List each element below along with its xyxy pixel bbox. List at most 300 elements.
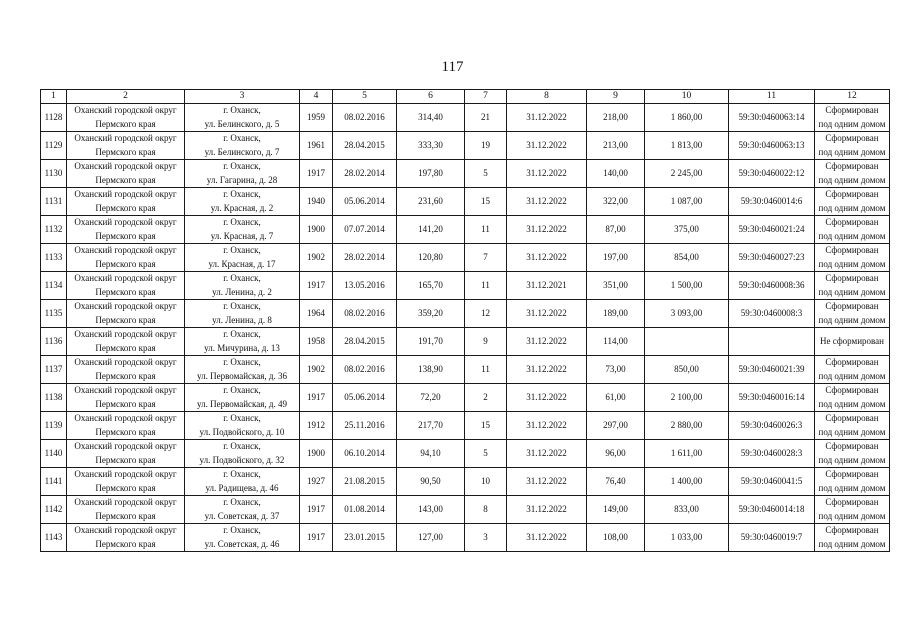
status-cell-line: Сформирован [825,273,879,283]
status-cell [815,272,890,300]
year-built-cell: 1902 [300,356,333,384]
deadline-cell: 31.12.2022 [507,496,587,524]
status-cell-line: Сформирован [825,525,879,535]
column-header-12: 12 [815,90,890,104]
address-cell-line: г. Оханск, [223,357,261,367]
deadline-cell: 31.12.2022 [507,440,587,468]
district-cell [67,384,185,412]
column-10-cell: 3 093,00 [645,300,729,328]
residents-count-cell: 12 [465,300,507,328]
district-cell-line: Пермского края [95,511,156,521]
residents-count-cell: 21 [465,104,507,132]
status-cell [815,524,890,552]
deadline-cell: 31.12.2022 [507,356,587,384]
district-cell-line: Оханский городской округ [74,217,177,227]
date-cell: 25.11.2016 [333,412,397,440]
deadline-cell: 31.12.2022 [507,244,587,272]
column-10-cell: 1 860,00 [645,104,729,132]
status-cell-line: Сформирован [825,413,879,423]
table-row [41,300,890,328]
status-cell-line: Сформирован [825,105,879,115]
column-9-cell: 87,00 [587,216,645,244]
address-cell [185,412,300,440]
row-number-cell: 1136 [41,328,67,356]
column-10-cell: 1 813,00 [645,132,729,160]
address-cell-line: ул. Красная, д. 7 [210,231,274,241]
row-number-cell: 1132 [41,216,67,244]
row-number-cell: 1128 [41,104,67,132]
district-cell [67,468,185,496]
row-number-cell: 1139 [41,412,67,440]
column-header-11: 11 [729,90,815,104]
date-cell: 08.02.2016 [333,356,397,384]
residents-count-cell: 5 [465,440,507,468]
address-cell-line: г. Оханск, [223,385,261,395]
district-cell-line: Пермского края [95,175,156,185]
address-cell-line: г. Оханск, [223,525,261,535]
residents-count-cell: 11 [465,216,507,244]
address-cell-line: ул. Ленина, д. 8 [212,315,272,325]
table-row [41,160,890,188]
column-10-cell: 833,00 [645,496,729,524]
row-number-cell: 1134 [41,272,67,300]
district-cell-line: Пермского края [95,203,156,213]
date-cell: 28.04.2015 [333,328,397,356]
district-cell-line: Пермского края [95,119,156,129]
district-cell [67,188,185,216]
area-cell: 217,70 [397,412,465,440]
column-10-cell: 2 245,00 [645,160,729,188]
address-cell-line: г. Оханск, [223,441,261,451]
district-cell-line: Оханский городской округ [74,441,177,451]
residents-count-cell: 9 [465,328,507,356]
date-cell: 28.04.2015 [333,132,397,160]
address-cell-line: ул. Первомайская, д. 36 [197,371,287,381]
cadastral-number-cell: 59:30:0460019:7 [729,524,815,552]
year-built-cell: 1917 [300,160,333,188]
district-cell-line: Пермского края [95,147,156,157]
district-cell-line: Оханский городской округ [74,329,177,339]
status-cell-line: Сформирован [825,245,879,255]
status-cell-line: под одним домом [818,203,886,213]
district-cell-line: Пермского края [95,371,156,381]
deadline-cell: 31.12.2022 [507,524,587,552]
status-cell-line: Сформирован [825,469,879,479]
column-10-cell: 854,00 [645,244,729,272]
district-cell [67,356,185,384]
address-cell [185,356,300,384]
deadline-cell: 31.12.2022 [507,216,587,244]
deadline-cell: 31.12.2022 [507,384,587,412]
column-9-cell: 213,00 [587,132,645,160]
status-cell [815,496,890,524]
year-built-cell: 1940 [300,188,333,216]
district-cell-line: Оханский городской округ [74,385,177,395]
cadastral-number-cell: 59:30:0460027:23 [729,244,815,272]
address-cell [185,328,300,356]
column-10-cell: 2 100,00 [645,384,729,412]
table-row [41,132,890,160]
cadastral-number-cell: 59:30:0460063:14 [729,104,815,132]
area-cell: 231,60 [397,188,465,216]
residents-count-cell: 7 [465,244,507,272]
address-cell [185,300,300,328]
status-cell [815,384,890,412]
year-built-cell: 1917 [300,496,333,524]
district-cell-line: Пермского края [95,483,156,493]
year-built-cell: 1961 [300,132,333,160]
status-cell-line: под одним домом [818,427,886,437]
address-cell-line: ул. Красная, д. 17 [208,259,276,269]
status-cell-line: Сформирован [825,441,879,451]
year-built-cell: 1917 [300,524,333,552]
address-cell-line: г. Оханск, [223,161,261,171]
column-header-3: 3 [185,90,300,104]
year-built-cell: 1902 [300,244,333,272]
status-cell-line: под одним домом [818,259,886,269]
residents-count-cell: 10 [465,468,507,496]
district-cell [67,412,185,440]
area-cell: 165,70 [397,272,465,300]
address-cell-line: ул. Ленина, д. 2 [212,287,272,297]
column-10-cell: 1 400,00 [645,468,729,496]
status-cell-line: Сформирован [825,301,879,311]
table-row [41,384,890,412]
date-cell: 05.06.2014 [333,188,397,216]
status-cell-line: Сформирован [825,133,879,143]
cadastral-number-cell: 59:30:0460014:18 [729,496,815,524]
deadline-cell: 31.12.2022 [507,328,587,356]
address-cell [185,104,300,132]
status-cell [815,356,890,384]
residents-count-cell: 3 [465,524,507,552]
address-cell-line: ул. Белинского, д. 7 [204,147,280,157]
year-built-cell: 1900 [300,216,333,244]
column-9-cell: 297,00 [587,412,645,440]
area-cell: 333,30 [397,132,465,160]
table-body [41,104,890,552]
status-cell-line: под одним домом [818,511,886,521]
address-cell-line: ул. Советская, д. 37 [204,511,280,521]
deadline-cell: 31.12.2022 [507,468,587,496]
area-cell: 127,00 [397,524,465,552]
date-cell: 13.05.2016 [333,272,397,300]
status-cell [815,160,890,188]
address-cell-line: г. Оханск, [223,217,261,227]
row-number-cell: 1129 [41,132,67,160]
area-cell: 197,80 [397,160,465,188]
address-cell-line: ул. Красная, д. 2 [210,203,274,213]
date-cell: 05.06.2014 [333,384,397,412]
status-cell-line: под одним домом [818,119,886,129]
status-cell-line: под одним домом [818,539,886,549]
deadline-cell: 31.12.2022 [507,412,587,440]
row-number-cell: 1140 [41,440,67,468]
status-cell [815,216,890,244]
deadline-cell: 31.12.2022 [507,104,587,132]
cadastral-number-cell: 59:30:0460008:36 [729,272,815,300]
residents-count-cell: 15 [465,412,507,440]
cadastral-number-cell: 59:30:0460022:12 [729,160,815,188]
address-cell [185,468,300,496]
column-9-cell: 108,00 [587,524,645,552]
status-cell [815,440,890,468]
page-number: 117 [441,59,464,75]
row-number-cell: 1143 [41,524,67,552]
table-row [41,356,890,384]
column-9-cell: 189,00 [587,300,645,328]
address-cell-line: г. Оханск, [223,301,261,311]
area-cell: 138,90 [397,356,465,384]
cadastral-number-cell: 59:30:0460041:5 [729,468,815,496]
year-built-cell: 1900 [300,440,333,468]
address-cell [185,272,300,300]
status-cell-line: под одним домом [818,455,886,465]
district-cell-line: Пермского края [95,259,156,269]
column-header-4: 4 [300,90,333,104]
district-cell-line: Пермского края [95,343,156,353]
year-built-cell: 1917 [300,272,333,300]
deadline-cell: 31.12.2021 [507,272,587,300]
column-10-cell [645,328,729,356]
column-header-5: 5 [333,90,397,104]
row-number-cell: 1133 [41,244,67,272]
table-row [41,468,890,496]
deadline-cell: 31.12.2022 [507,160,587,188]
column-9-cell: 218,00 [587,104,645,132]
cadastral-number-cell: 59:30:0460016:14 [729,384,815,412]
area-cell: 359,20 [397,300,465,328]
column-10-cell: 375,00 [645,216,729,244]
year-built-cell: 1964 [300,300,333,328]
column-9-cell: 322,00 [587,188,645,216]
district-cell-line: Оханский городской округ [74,413,177,423]
district-cell [67,300,185,328]
address-cell-line: г. Оханск, [223,273,261,283]
year-built-cell: 1917 [300,384,333,412]
deadline-cell: 31.12.2022 [507,188,587,216]
address-cell-line: ул. Радищева, д. 46 [205,483,279,493]
district-cell-line: Пермского края [95,287,156,297]
area-cell: 191,70 [397,328,465,356]
cadastral-number-cell [729,328,815,356]
address-cell-line: г. Оханск, [223,189,261,199]
table-row [41,216,890,244]
address-cell [185,440,300,468]
date-cell: 01.08.2014 [333,496,397,524]
cadastral-number-cell: 59:30:0460028:3 [729,440,815,468]
address-cell [185,524,300,552]
column-header-8: 8 [507,90,587,104]
row-number-cell: 1130 [41,160,67,188]
table-row [41,244,890,272]
district-cell-line: Пермского края [95,315,156,325]
address-cell [185,216,300,244]
address-cell-line: г. Оханск, [223,329,261,339]
column-header-9: 9 [587,90,645,104]
row-number-cell: 1135 [41,300,67,328]
status-cell-line: под одним домом [818,287,886,297]
status-cell-line: Сформирован [825,189,879,199]
column-header-6: 6 [397,90,465,104]
address-cell-line: г. Оханск, [223,469,261,479]
district-cell [67,272,185,300]
area-cell: 90,50 [397,468,465,496]
address-cell-line: г. Оханск, [223,105,261,115]
district-cell [67,132,185,160]
status-cell-line: под одним домом [818,231,886,241]
date-cell: 07.07.2014 [333,216,397,244]
column-header-7: 7 [465,90,507,104]
housing-registry-table [40,89,890,552]
area-cell: 141,20 [397,216,465,244]
date-cell: 08.02.2016 [333,300,397,328]
address-cell-line: ул. Подвойского, д. 10 [199,427,285,437]
district-cell-line: Оханский городской округ [74,301,177,311]
area-cell: 72,20 [397,384,465,412]
header-row [41,90,890,104]
district-cell-line: Пермского края [95,231,156,241]
address-cell-line: ул. Советская, д. 46 [204,539,280,549]
residents-count-cell: 5 [465,160,507,188]
address-cell-line: г. Оханск, [223,497,261,507]
district-cell-line: Оханский городской округ [74,357,177,367]
residents-count-cell: 11 [465,272,507,300]
column-10-cell: 1 611,00 [645,440,729,468]
address-cell [185,160,300,188]
column-9-cell: 140,00 [587,160,645,188]
district-cell [67,104,185,132]
district-cell [67,216,185,244]
column-10-cell: 1 033,00 [645,524,729,552]
area-cell: 314,40 [397,104,465,132]
address-cell [185,384,300,412]
column-9-cell: 197,00 [587,244,645,272]
year-built-cell: 1958 [300,328,333,356]
status-cell [815,188,890,216]
column-9-cell: 76,40 [587,468,645,496]
district-cell [67,328,185,356]
address-cell [185,496,300,524]
table-row [41,412,890,440]
column-10-cell: 2 880,00 [645,412,729,440]
row-number-cell: 1138 [41,384,67,412]
address-cell-line: ул. Мичурина, д. 13 [204,343,280,353]
residents-count-cell: 15 [465,188,507,216]
address-cell-line: ул. Белинского, д. 5 [204,119,280,129]
district-cell-line: Оханский городской округ [74,161,177,171]
cadastral-number-cell: 59:30:0460021:39 [729,356,815,384]
cadastral-number-cell: 59:30:0460008:3 [729,300,815,328]
column-9-cell: 114,00 [587,328,645,356]
year-built-cell: 1927 [300,468,333,496]
district-cell [67,244,185,272]
status-cell [815,104,890,132]
address-cell-line: г. Оханск, [223,413,261,423]
row-number-cell: 1131 [41,188,67,216]
address-cell-line: ул. Первомайская, д. 49 [197,399,287,409]
district-cell-line: Оханский городской округ [74,189,177,199]
table-row [41,104,890,132]
status-cell [815,244,890,272]
status-cell-line: под одним домом [818,483,886,493]
address-cell-line: г. Оханск, [223,133,261,143]
status-cell-line: под одним домом [818,315,886,325]
cadastral-number-cell: 59:30:0460063:13 [729,132,815,160]
status-cell-line: под одним домом [818,147,886,157]
table-row [41,272,890,300]
address-cell-line: ул. Подвойского, д. 32 [199,455,285,465]
table-row [41,188,890,216]
district-cell-line: Пермского края [95,539,156,549]
status-cell-line: Не сформирован [820,336,884,346]
status-cell-line: Сформирован [825,161,879,171]
row-number-cell: 1142 [41,496,67,524]
date-cell: 21.08.2015 [333,468,397,496]
district-cell [67,496,185,524]
column-9-cell: 149,00 [587,496,645,524]
residents-count-cell: 8 [465,496,507,524]
district-cell-line: Оханский городской округ [74,469,177,479]
column-9-cell: 61,00 [587,384,645,412]
status-cell-line: Сформирован [825,217,879,227]
status-cell-line: Сформирован [825,357,879,367]
column-header-10: 10 [645,90,729,104]
district-cell-line: Оханский городской округ [74,133,177,143]
table-row [41,440,890,468]
row-number-cell: 1137 [41,356,67,384]
status-cell [815,468,890,496]
district-cell-line: Пермского края [95,399,156,409]
status-cell [815,412,890,440]
status-cell-line: Сформирован [825,385,879,395]
table-row [41,496,890,524]
cadastral-number-cell: 59:30:0460021:24 [729,216,815,244]
year-built-cell: 1959 [300,104,333,132]
date-cell: 28.02.2014 [333,244,397,272]
district-cell [67,160,185,188]
district-cell-line: Оханский городской округ [74,525,177,535]
address-cell-line: ул. Гагарина, д. 28 [206,175,278,185]
row-number-cell: 1141 [41,468,67,496]
column-header-1: 1 [41,90,67,104]
district-cell-line: Оханский городской округ [74,105,177,115]
area-cell: 94,10 [397,440,465,468]
district-cell-line: Пермского края [95,427,156,437]
residents-count-cell: 11 [465,356,507,384]
date-cell: 28.02.2014 [333,160,397,188]
status-cell [815,300,890,328]
address-cell-line: г. Оханск, [223,245,261,255]
column-9-cell: 73,00 [587,356,645,384]
address-cell [185,188,300,216]
status-cell-line: Сформирован [825,497,879,507]
district-cell-line: Оханский городской округ [74,245,177,255]
status-cell [815,132,890,160]
status-cell-line: под одним домом [818,399,886,409]
district-cell-line: Пермского края [95,455,156,465]
area-cell: 120,80 [397,244,465,272]
deadline-cell: 31.12.2022 [507,132,587,160]
cadastral-number-cell: 59:30:0460014:6 [729,188,815,216]
column-header-2: 2 [67,90,185,104]
table-row [41,524,890,552]
district-cell-line: Оханский городской округ [74,497,177,507]
deadline-cell: 31.12.2022 [507,300,587,328]
year-built-cell: 1912 [300,412,333,440]
date-cell: 08.02.2016 [333,104,397,132]
cadastral-number-cell: 59:30:0460026:3 [729,412,815,440]
